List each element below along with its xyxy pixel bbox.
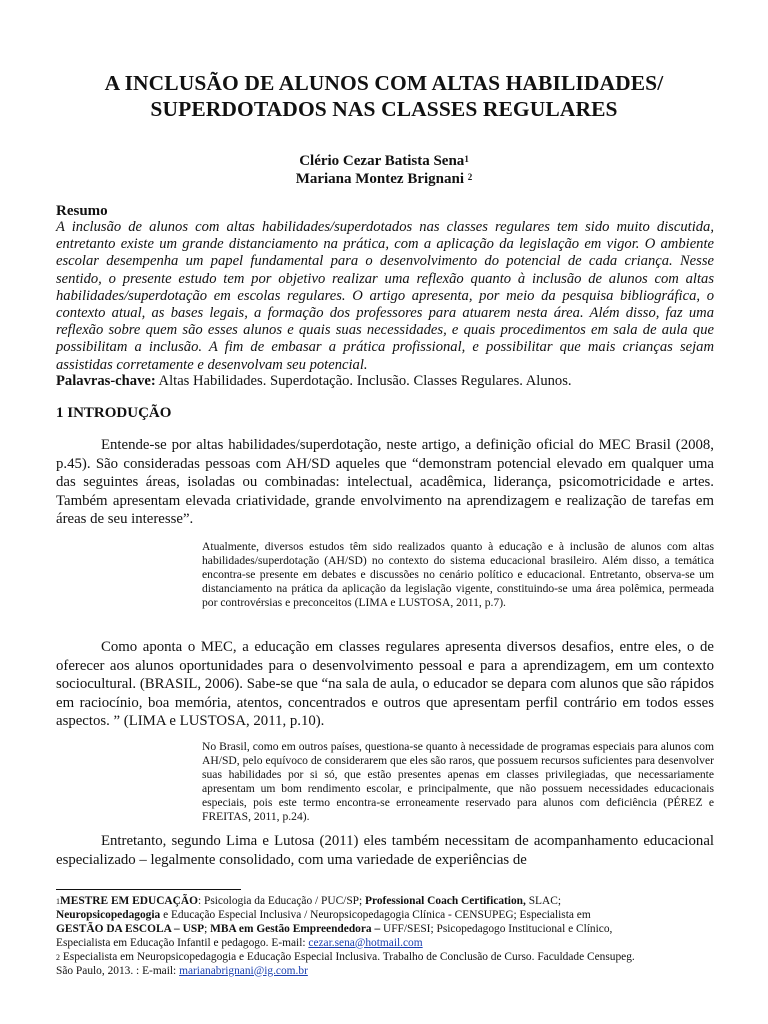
footnote-mark: 1 (56, 897, 60, 906)
title-line-2: SUPERDOTADOS NAS CLASSES REGULARES (150, 97, 618, 121)
author-name: Mariana Montez Brignani (295, 171, 465, 187)
author-2 (40, 170, 728, 188)
keywords-label: Palavras-chave: (56, 373, 156, 389)
footnote-mark: 1 (464, 154, 469, 164)
footnotes (56, 895, 726, 978)
section-heading: 1 INTRODUÇÃO (56, 405, 172, 421)
footnote-text: Especialista em Educação Infantil e pedagogo. E-mail: (56, 936, 309, 949)
footnote-text: São Paulo, 2013. : E-mail: (56, 964, 180, 977)
email-link[interactable]: cezar.sena@hotmail.com (308, 936, 423, 949)
footnote-divider (56, 889, 241, 890)
block-quote-2: No Brasil, como em outros países, questiona-se quanto à necessidade de programas especiais para alunos com AH/SD, pelo equívoco de considerarem que eles são raros, que possuem recursos suficientes para desenvolver suas habilidades por si só, que estão presentes apenas em classes privilegiadas, que necessariamente apresentam um bom rendimento escolar, e principalmente, que não possuem necessidades educacionais especiais, pois este termo encontra-se erroneamente reservado para alunos com deficiência (PÉREZ e FREITAS, 2011, p.24). (202, 740, 714, 823)
paragraph-3: Entretanto, segundo Lima e Lutosa (2011) eles também necessitam de acompanhamento educacional especializado – legalmente consolidado, com uma variedade de experiências de (56, 833, 714, 868)
paragraph-2: Como aponta o MEC, a educação em classes regulares apresenta diversos desafios, entre eles, o de oferecer aos alunos oportunidades para o desenvolvimento pessoal e para a aprendizagem, em um contexto sociocultural. (BRASIL, 2006). Sabe-se que “na sala de aula, o educador se depara com alunos que são rápidos em raciocínio, boa memória, atentos, concentrados e outros que apresentam perfil contrário em todos esses aspectos. ” (LIMA e LUSTOSA, 2011, p.10). (56, 639, 714, 730)
footnote-bold: MBA em Gestão Empreendedora – (210, 922, 381, 935)
block-quote-1: Atualmente, diversos estudos têm sido realizados quanto à educação e à inclusão de alunos com altas habilidades/superdotação (AH/SD) no contexto do sistema educacional brasileiro. Além disso, a temática encontra-se presente em debates e discussões no cenário político e educacional. Entretanto, observa-se um distanciamento na prática da aplicação da legislação vigente, constituindo-se uma área polêmica, permeada por controvérsias e preconceitos (LIMA e LUSTOSA, 2011, p.7). (202, 540, 714, 609)
author-name: Clério Cezar Batista Sena (299, 153, 465, 169)
footnote-text: : Psicologia da Educação / PUC/SP; (197, 895, 366, 907)
footnote-text: UFF/SESI; Psicopedagogo Institucional e Clínico, (380, 922, 613, 935)
email-link[interactable]: marianabrignani@ig.com.br (179, 964, 308, 977)
paragraph-1: Entende-se por altas habilidades/superdotação, neste artigo, a definição oficial do MEC Brasil (2008, p.45). São consideradas pessoas com AH/SD aqueles que “demonstram potencial elevado em qualquer uma das seguintes áreas, isoladas ou combinadas: intelectual, acadêmica, liderança, psicomotricidade e artes. Também apresentam elevada criatividade, grande envolvimento na aprendizagem e realização de tarefas em áreas de seu interesse”. (56, 437, 714, 528)
paper-title (40, 70, 728, 122)
footnote-text: e Educação Especial Inclusiva / Neuropsicopedagogia Clínica - CENSUPEG; Especialista em (160, 908, 591, 921)
footnote-text: ; (204, 922, 211, 935)
keywords (56, 373, 714, 390)
footnote-bold: MESTRE EM EDUCAÇÃO (60, 895, 198, 907)
keywords-list: Altas Habilidades. Superdotação. Inclusão. Classes Regulares. Alunos. (158, 373, 572, 389)
footnote-2 (56, 951, 726, 979)
footnote-bold: Neuropsicopedagogia (56, 908, 161, 921)
abstract-text: A inclusão de alunos com altas habilidades/superdotados nas classes regulares tem sido muito discutida, entretanto existe um grande distanciamento na prática, com a aplicação da legislação em vigor. O ambiente escolar desempenha um papel fundamental para o desenvolvimento do potencial de cada criança. Nesse sentido, o presente estudo tem por objetivo realizar uma reflexão quanto à inclusão de alunos com altas habilidades/superdotação em escolas regulares. O artigo apresenta, por meio da pesquisa bibliográfica, o contexto atual, as bases legais, a formação dos professores para atuarem nesta área. Além disso, faz uma reflexão sobre quem são esses alunos e quais suas necessidades, e quais procedimentos em sala de aula que possibilitam a inclusão. A fim de embasar a prática profissional, e possibilitar que mais crianças sejam assistidas corretamente e desenvolvam seu potencial. (56, 219, 714, 373)
footnote-text: SLAC; (525, 895, 561, 907)
author-1 (40, 152, 728, 170)
footnote-1 (56, 895, 726, 951)
footnote-mark: 2 (56, 952, 60, 962)
author-list (40, 152, 728, 188)
footnote-bold: GESTÃO DA ESCOLA – USP (56, 922, 205, 935)
abstract-heading: Resumo (56, 203, 108, 219)
footnote-mark: 2 (467, 172, 473, 182)
footnote-bold: Professional Coach Certification, (365, 895, 526, 907)
footnote-text: Especialista em Neuropsicopedagogia e Educação Especial Inclusiva. Trabalho de Conclusão de Curso. Faculdade Censupeg. (60, 950, 635, 963)
title-line-1: A INCLUSÃO DE ALUNOS COM ALTAS HABILIDADES/ (104, 71, 664, 95)
